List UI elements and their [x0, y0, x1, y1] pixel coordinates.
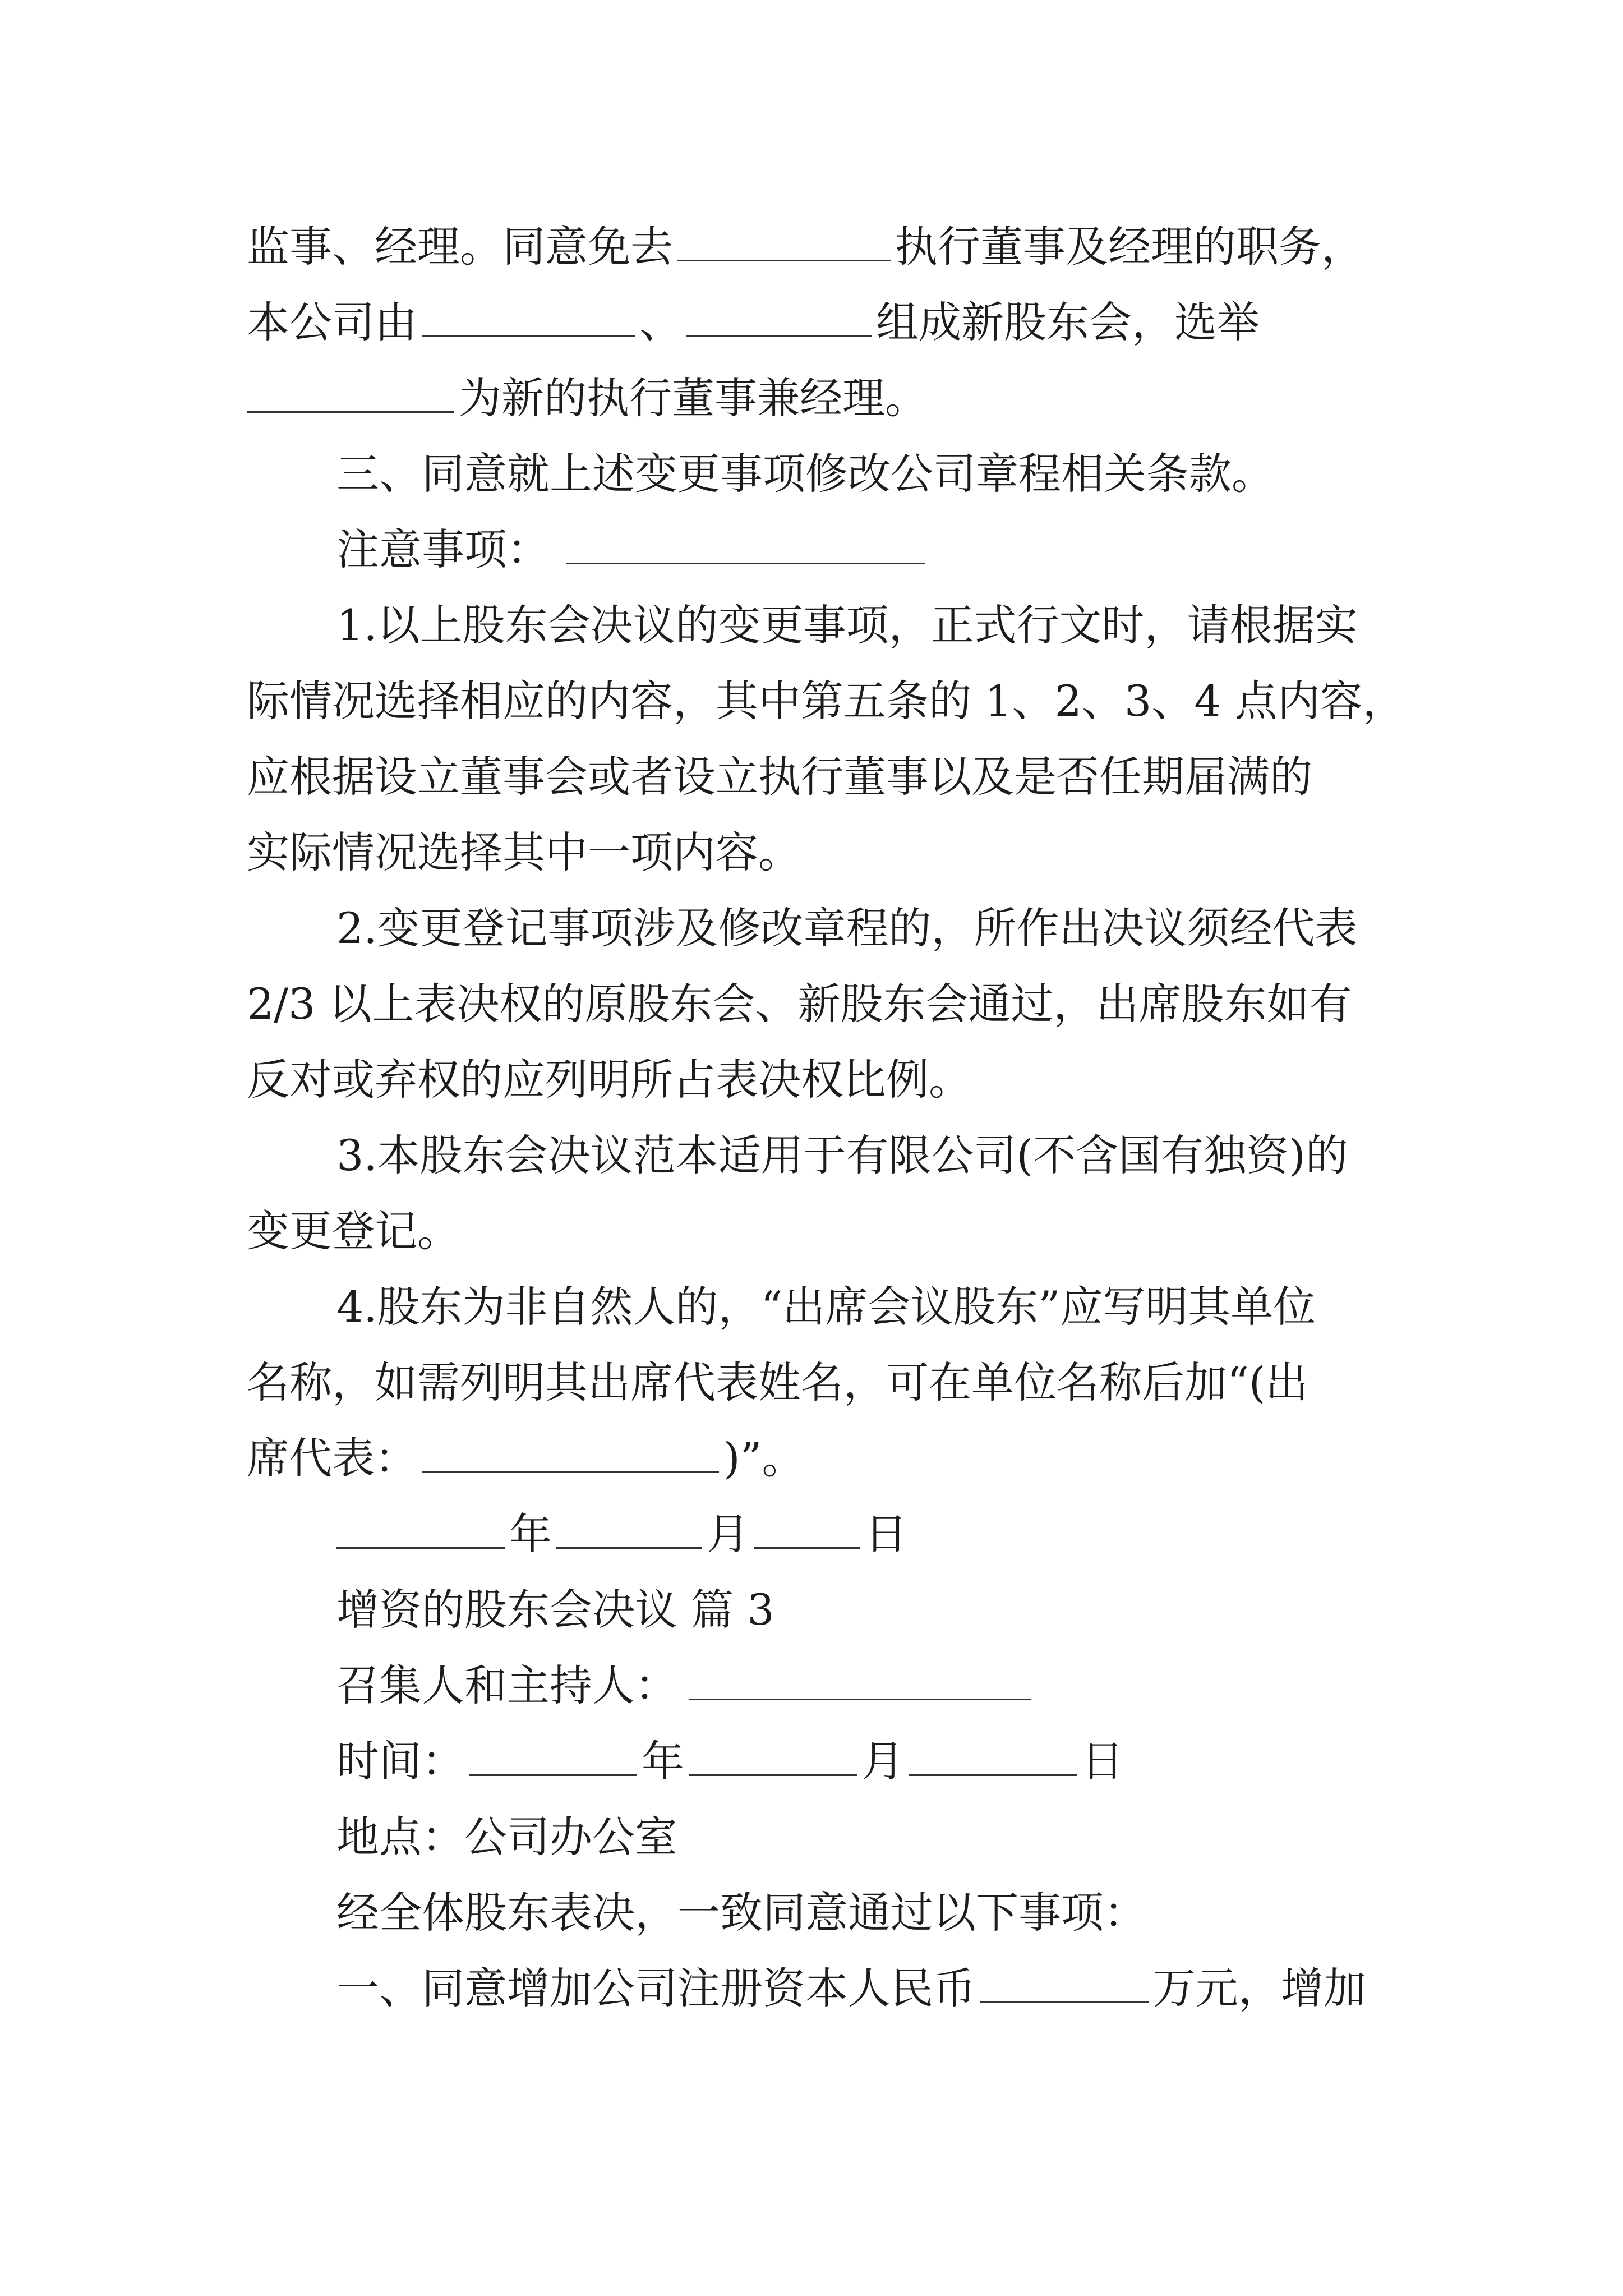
date-line	[336, 1722, 1385, 1801]
line-text: 三、同意就上述变更事项修改公司章程相关条款。	[336, 449, 1274, 499]
line-text: )”。	[723, 1433, 805, 1483]
line-text: 2.变更登记事项涉及修改章程的，所作出决议须经代表	[336, 903, 1358, 953]
section-title	[336, 1571, 1385, 1649]
line-text: 本公司由	[247, 297, 417, 347]
fill-in-blank	[556, 1504, 702, 1549]
line-text: 应根据设立董事会或者设立执行董事以及是否任期届满的	[247, 752, 1312, 802]
paragraph-line	[247, 1343, 1385, 1422]
line-text: 月	[707, 1509, 749, 1559]
line-text: 反对或弃权的应列明所占表决权比例。	[247, 1055, 971, 1105]
paragraph-line	[336, 1116, 1385, 1195]
line-text: 组成新股东会，选举	[876, 297, 1260, 347]
line-text: 地点：公司办公室	[336, 1812, 677, 1862]
line-text: 实际情况选择其中一项内容。	[247, 827, 801, 877]
line-text: 席代表：	[247, 1433, 417, 1483]
line-text: 万元，增加	[1153, 1963, 1366, 2013]
line-text: 时间：	[336, 1736, 464, 1786]
line-text: 年	[509, 1509, 552, 1559]
fill-in-blank	[422, 1429, 719, 1473]
paragraph-line	[247, 1192, 1385, 1271]
paragraph-line	[336, 510, 1385, 589]
fill-in-blank	[336, 1504, 505, 1549]
paragraph-line	[336, 1949, 1385, 2028]
line-text: 为新的执行董事兼经理。	[459, 373, 928, 423]
fill-in-blank	[980, 1959, 1149, 2003]
paragraph-line	[247, 283, 1385, 362]
line-text: 2/3 以上表决权的原股东会、新股东会通过，出席股东如有	[247, 979, 1352, 1029]
line-text: 增资的股东会决议 篇 3	[336, 1585, 774, 1635]
fill-in-blank	[422, 293, 635, 337]
paragraph-line	[336, 1646, 1385, 1725]
line-text: 1.以上股东会决议的变更事项，正式行文时，请根据实	[336, 600, 1358, 650]
line-text: 执行董事及经理的职务，	[895, 222, 1364, 272]
paragraph-line	[336, 435, 1385, 513]
line-text: 召集人和主持人：	[336, 1660, 677, 1710]
fill-in-blank	[686, 293, 872, 337]
line-text: 注意事项：	[336, 524, 550, 574]
line-text: 日	[1081, 1736, 1124, 1786]
paragraph-line	[247, 738, 1385, 816]
line-text: 一、同意增加公司注册资本人民币	[336, 1963, 976, 2013]
line-text: 4.股东为非自然人的，“出席会议股东”应写明其单位	[336, 1282, 1316, 1332]
paragraph-line	[247, 359, 1385, 438]
paragraph-line	[247, 965, 1385, 1043]
line-text: 经全体股东表决，一致同意通过以下事项：	[336, 1888, 1146, 1938]
line-text: 年	[642, 1736, 684, 1786]
paragraph-line	[247, 1041, 1385, 1119]
paragraph-line	[336, 1268, 1385, 1346]
line-text: 月	[861, 1736, 904, 1786]
line-text: 监事、经理。同意免去	[247, 222, 673, 272]
line-text: 变更登记。	[247, 1206, 460, 1256]
fill-in-blank	[677, 217, 891, 261]
line-text: 日	[865, 1509, 907, 1559]
paragraph-line	[247, 1419, 1385, 1498]
paragraph-line	[247, 662, 1405, 740]
line-text: 际情况选择相应的内容，其中第五条的 1、2、3、4 点内容，	[247, 676, 1405, 726]
line-text: 3.本股东会决议范本适用于有限公司(不含国有独资)的	[336, 1130, 1348, 1180]
fill-in-blank	[566, 520, 925, 564]
paragraph-line	[336, 1798, 1385, 1876]
line-text: 名称，如需列明其出席代表姓名，可在单位名称后加“(出	[247, 1358, 1308, 1407]
line-text: 、	[639, 297, 682, 347]
fill-in-blank	[689, 1656, 1031, 1700]
fill-in-blank	[909, 1732, 1077, 1776]
fill-in-blank	[689, 1732, 857, 1776]
paragraph-line	[336, 1874, 1385, 1952]
fill-in-blank	[469, 1732, 637, 1776]
paragraph-line	[336, 889, 1385, 968]
paragraph-line	[247, 813, 1385, 892]
date-line	[336, 1495, 1385, 1573]
fill-in-blank	[247, 369, 454, 413]
paragraph-line	[247, 208, 1385, 286]
fill-in-blank	[754, 1504, 860, 1549]
paragraph-line	[336, 586, 1385, 665]
